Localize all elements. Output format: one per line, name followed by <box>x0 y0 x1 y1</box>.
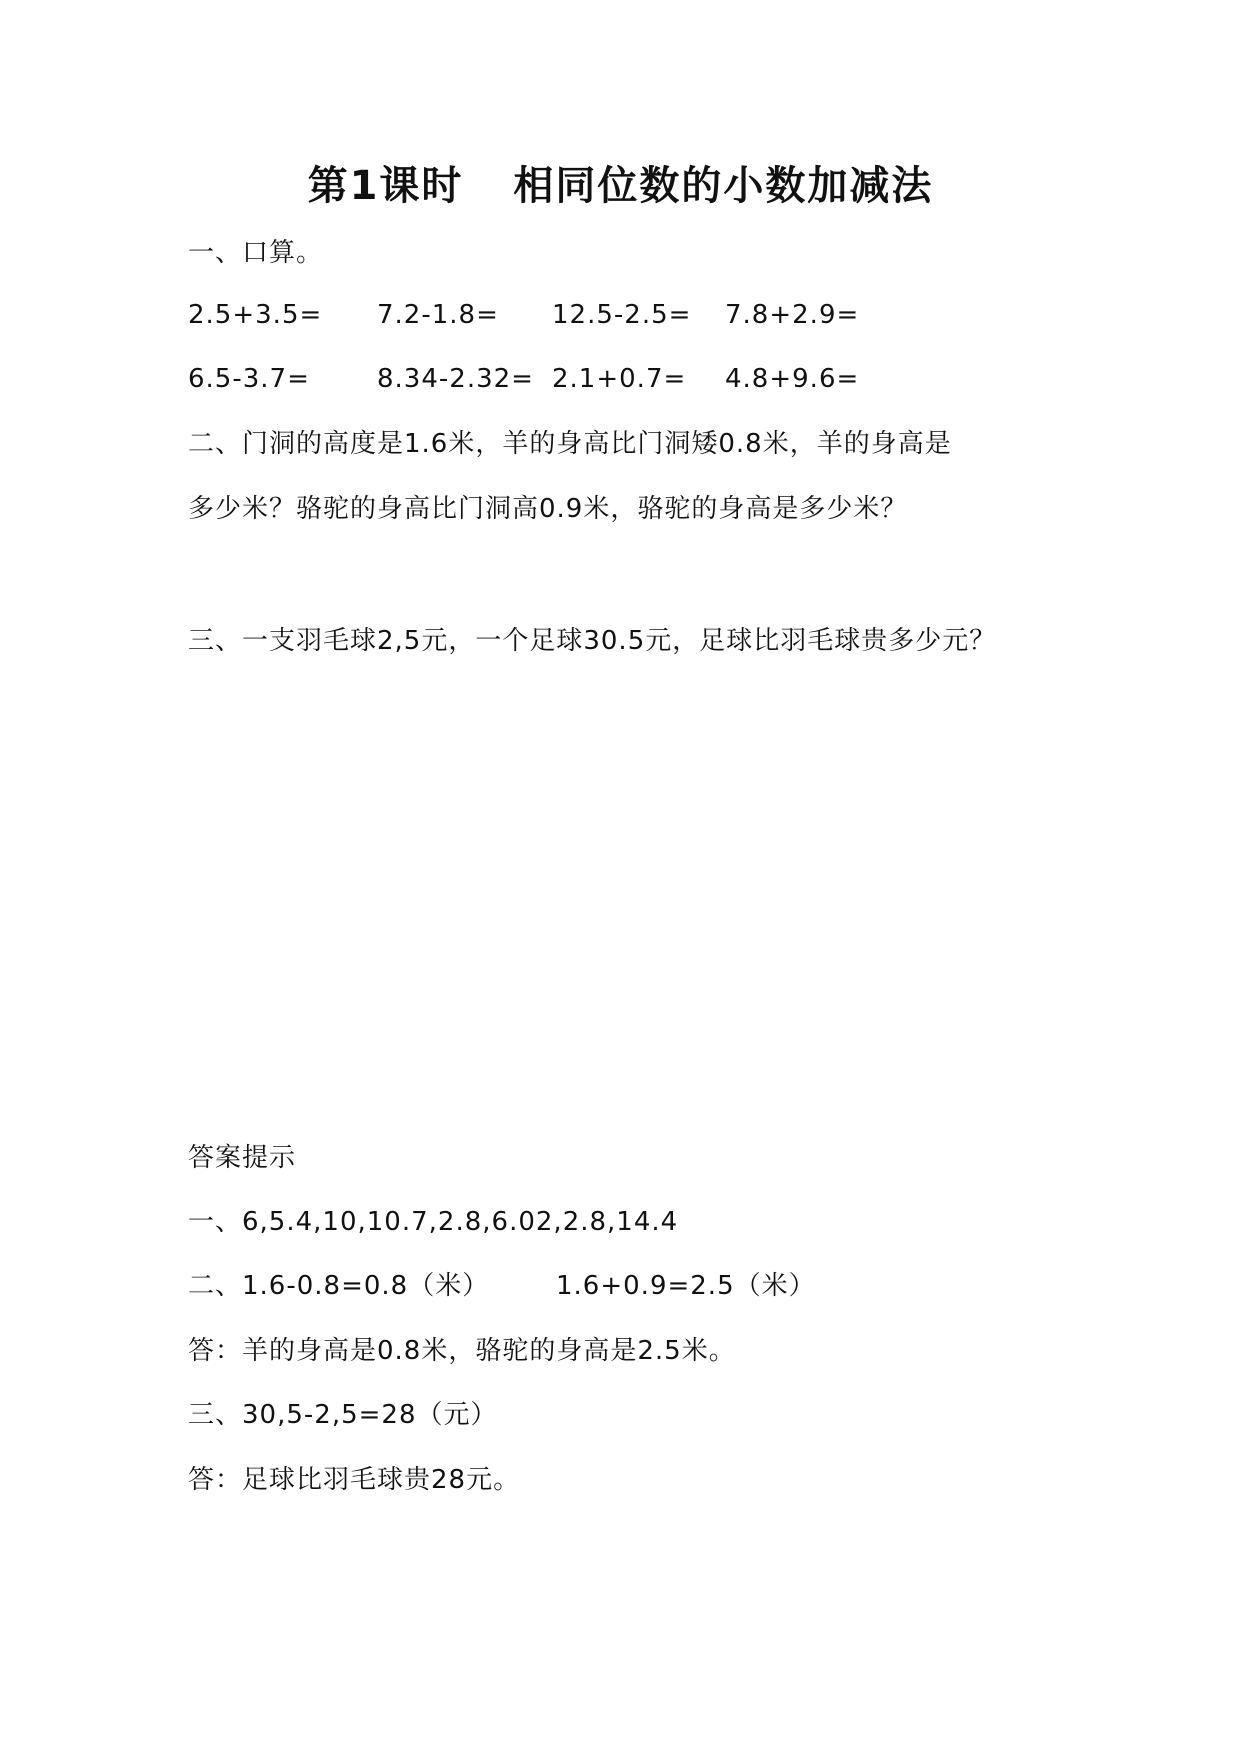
mental-math-item: 6.5-3.7= <box>188 364 310 394</box>
mental-math-item: 7.8+2.9= <box>725 300 860 330</box>
section2-line1: 二、门洞的高度是1.6米，羊的身高比门洞矮0.8米，羊的身高是 <box>188 429 952 459</box>
section1-heading: 一、口算。 <box>188 238 324 268</box>
mental-math-item: 8.34-2.32= <box>377 364 534 394</box>
answer-section1: 一、6,5.4,10,10.7,2.8,6.02,2.8,14.4 <box>188 1207 679 1237</box>
mental-math-item: 2.5+3.5= <box>188 300 323 330</box>
mental-math-item: 7.2-1.8= <box>377 300 499 330</box>
answer-section2-calc2: 1.6+0.9=2.5（米） <box>556 1271 816 1301</box>
section3-line1: 三、一支羽毛球2,5元，一个足球30.5元，足球比羽毛球贵多少元？ <box>188 626 997 656</box>
answers-heading: 答案提示 <box>188 1143 297 1173</box>
lesson-topic: 相同位数的小数加减法 <box>513 163 934 209</box>
answer-section3-text: 答：足球比羽毛球贵28元。 <box>188 1465 521 1495</box>
page-title <box>0 160 1241 212</box>
mental-math-item: 4.8+9.6= <box>725 364 860 394</box>
answer-section2-calc1: 二、1.6-0.8=0.8（米） <box>188 1271 490 1301</box>
lesson-number: 第1课时 <box>307 163 464 209</box>
answer-section3-calc: 三、30,5-2,5=28（元） <box>188 1400 498 1430</box>
mental-math-item: 12.5-2.5= <box>552 300 692 330</box>
answer-section2-text: 答：羊的身高是0.8米，骆驼的身高是2.5米。 <box>188 1336 736 1366</box>
section2-line2: 多少米？骆驼的身高比门洞高0.9米，骆驼的身高是多少米？ <box>188 494 908 524</box>
mental-math-item: 2.1+0.7= <box>552 364 687 394</box>
